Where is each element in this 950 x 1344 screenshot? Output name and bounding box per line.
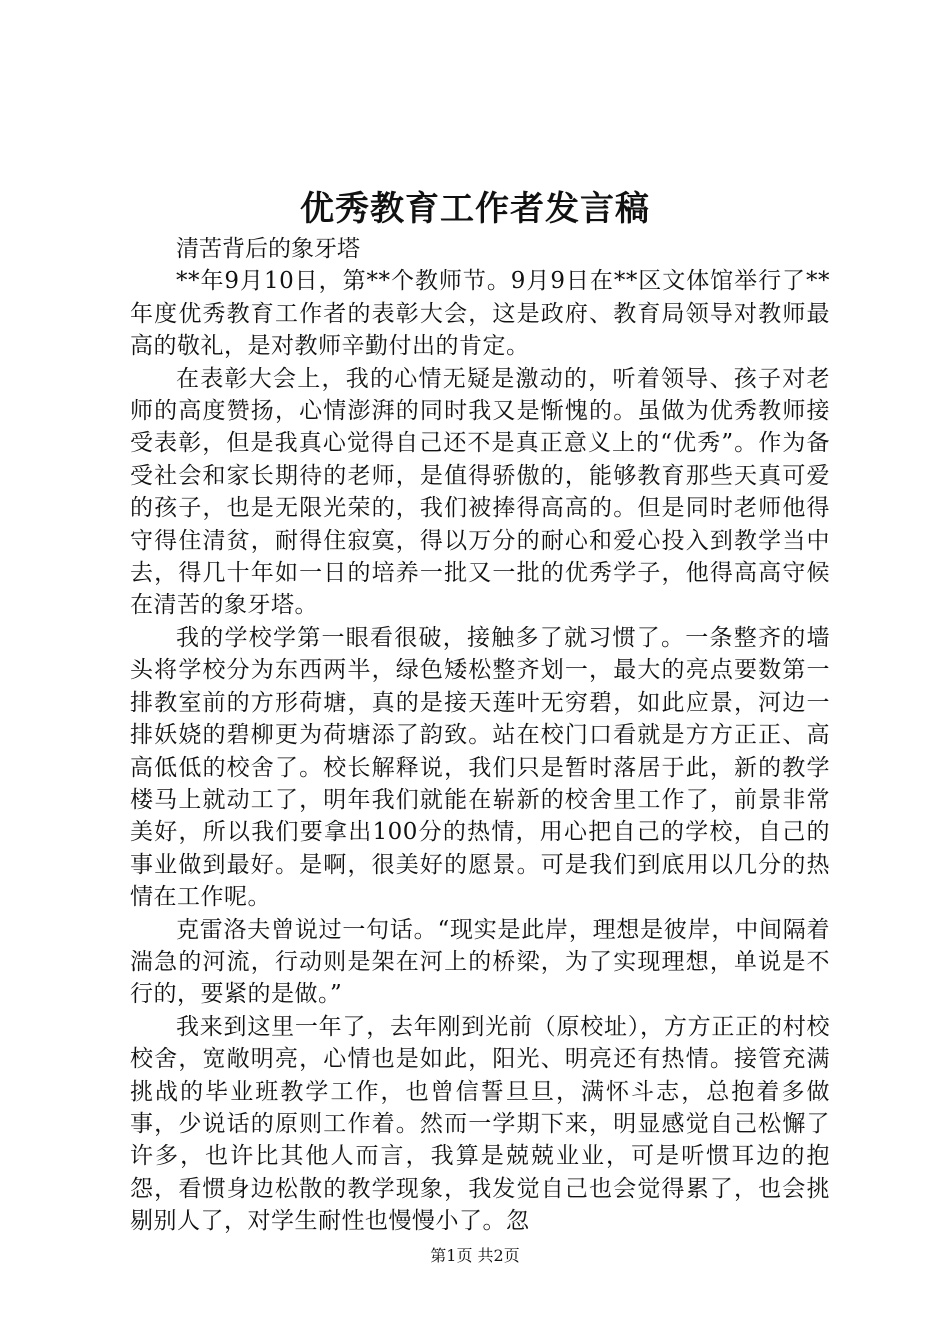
paragraph-5: 我来到这里一年了，去年刚到光前（原校址），方方正正的村校校舍，宽敞明亮，心情也是如此，阳光、明亮还有热情。接管充满挑战的毕业班教学工作，也曾信誓旦旦，满怀斗志，总抱着多做事，少说话的原则工作着。然而一学期下来，明显感觉自己松懈了许多，也许比其他人而言，我算是兢兢业业，可是听惯耳边的抱怨，看惯身边松散的教学现象，我发觉自己也会觉得累了，也会挑剔别人了，对学生耐性也慢慢小了。忽 xyxy=(130,1013,830,1235)
paragraph-2: 在表彰大会上，我的心情无疑是激动的，听着领导、孩子对老师的高度赞扬，心情澎湃的同时我又是惭愧的。虽做为优秀教师接受表彰，但是我真心觉得自己还不是真正意义上的“优秀”。作为备受社会和家长期待的老师，是值得骄傲的，能够教育那些天真可爱的孩子，也是无限光荣的，我们被捧得高高的。但是同时老师他得守得住清贫，耐得住寂寞，得以万分的耐心和爱心投入到教学当中去，得几十年如一日的培养一批又一批的优秀学子，他得高高守候在清苦的象牙塔。 xyxy=(130,365,830,619)
document-title: 优秀教育工作者发言稿 xyxy=(300,189,650,229)
paragraph-3: 我的学校学第一眼看很破，接触多了就习惯了。一条整齐的墙头将学校分为东西两半，绿色矮松整齐划一，最大的亮点要数第一排教室前的方形荷塘，真的是接天莲叶无穷碧，如此应景，河边一排妖娆的碧柳更为荷塘添了韵致。站在校门口看就是方方正正、高高低低的校舍了。校长解释说，我们只是暂时落居于此，新的教学楼马上就动工了，明年我们就能在崭新的校舍里工作了，前景非常美好，所以我们要拿出100分的热情，用心把自己的学校，自己的事业做到最好。是啊，很美好的愿景。可是我们到底用以几分的热情在工作呢。 xyxy=(130,624,830,911)
paragraph-1: **年9月10日，第**个教师节。9月9日在**区文体馆举行了**年度优秀教育工作者的表彰大会，这是政府、教育局领导对教师最高的敬礼，是对教师辛勤付出的肯定。 xyxy=(130,268,830,360)
document-subtitle: 清苦背后的象牙塔 xyxy=(176,236,360,262)
paragraph-4: 克雷洛夫曾说过一句话。“现实是此岸，理想是彼岸，中间隔着湍急的河流，行动则是架在河上的桥梁，为了实现理想，单说是不行的，要紧的是做。” xyxy=(130,916,830,1008)
document-body xyxy=(130,233,830,1238)
page-footer: 第1页 共2页 xyxy=(430,1246,520,1265)
